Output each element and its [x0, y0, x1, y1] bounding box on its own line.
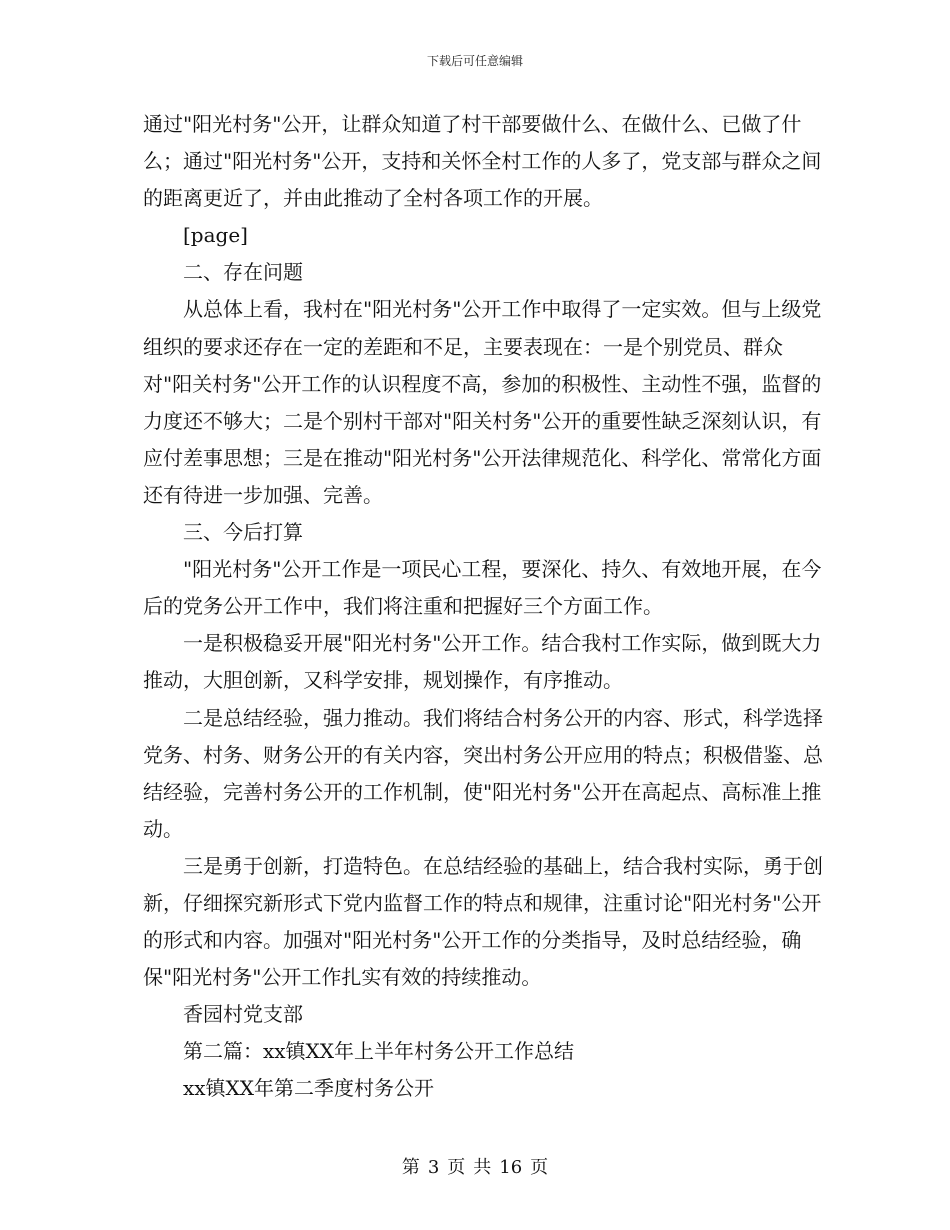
- paragraph: xx镇XX年第二季度村务公开: [183, 1076, 435, 1101]
- footer-label-prefix: 第: [401, 1157, 420, 1178]
- paragraph: [page]: [183, 223, 248, 248]
- footer-label-total: 共: [473, 1157, 492, 1178]
- footer-label-suffix: 页: [530, 1157, 549, 1178]
- paragraph: 香园村党支部: [183, 1002, 303, 1027]
- paragraph: 二是总结经验，强力推动。我们将结合村务公开的内容、形式，科学选择党务、村务、财务公开的有关内容，突出村务公开应用的特点；积极借鉴、总结经验，完善村务公开的工作机制，使"阳光村务"公开在高起点、高标准上推动。: [143, 705, 823, 841]
- paragraph: "阳光村务"公开工作是一项民心工程，要深化、持久、有效地开展，在今后的党务公开工作中，我们将注重和把握好三个方面工作。: [143, 557, 822, 619]
- paragraph: 二、存在问题: [183, 260, 303, 285]
- footer-total-pages: 16: [499, 1157, 523, 1178]
- paragraph: 三、今后打算: [183, 520, 303, 545]
- paragraph: 一是积极稳妥开展"阳光村务"公开工作。结合我村工作实际，做到既大力推动，大胆创新，又科学安排，规划操作，有序推动。: [143, 631, 822, 693]
- page-header: 下载后可任意编辑: [426, 54, 523, 68]
- paragraph: 通过"阳光村务"公开，让群众知道了村干部要做什么、在做什么、已做了什么；通过"阳光村务"公开，支持和关怀全村工作的人多了，党支部与群众之间的距离更近了，并由此推动了全村各项工作的开展。: [143, 112, 822, 211]
- footer-current-page: 3: [427, 1157, 440, 1178]
- paragraph: 从总体上看，我村在"阳光村务"公开工作中取得了一定实效。但与上级党组织的要求还存在一定的差距和不足，主要表现在：一是个别党员、群众对"阳关村务"公开工作的认识程度不高，参加的积极性、主动性不强，监督的力度还不够大；二是个别村干部对"阳关村务"公开的重要性缺乏深刻认识，有应付差事思想；三是在推动"阳光村务"公开法律规范化、科学化、常常化方面还有待进一步加强、完善。: [143, 297, 822, 507]
- footer-label-page: 页: [447, 1157, 466, 1178]
- paragraph: 三是勇于创新，打造特色。在总结经验的基础上，结合我村实际，勇于创新，仔细探究新形式下党内监督工作的特点和规律，注重讨论"阳光村务"公开的形式和内容。加强对"阳光村务"公开工作的分类指导，及时总结经验，确保"阳光村务"公开工作扎实有效的持续推动。: [143, 853, 823, 990]
- page-footer: [0, 1153, 950, 1179]
- document-body: [143, 106, 823, 1108]
- paragraph: 第二篇：xx镇XX年上半年村务公开工作总结: [183, 1039, 575, 1064]
